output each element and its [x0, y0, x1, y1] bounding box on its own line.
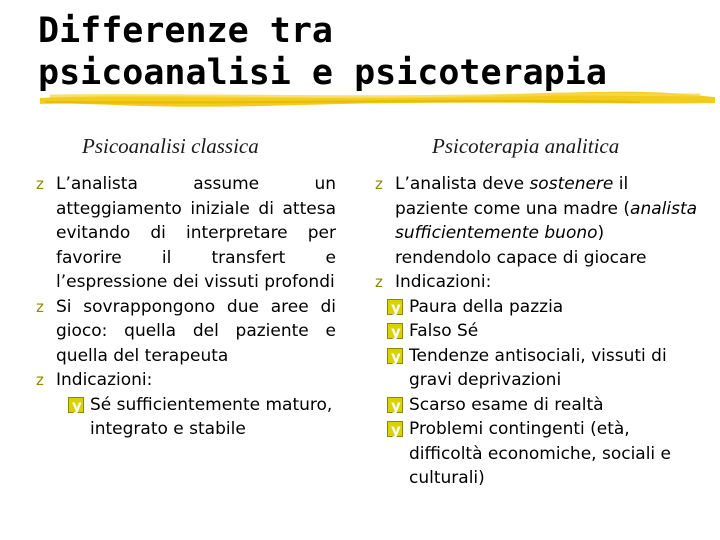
sub-list-item	[387, 319, 705, 344]
z-bullet-icon: z	[36, 371, 44, 389]
left-column-heading: Psicoanalisi classica	[82, 134, 259, 158]
y-bullet-icon	[387, 348, 403, 364]
right-subitem-2: Falso Sé	[409, 321, 479, 341]
slide-title	[38, 10, 607, 94]
y-bullet-icon	[387, 299, 403, 315]
left-column	[36, 172, 336, 442]
z-bullet-icon: z	[36, 175, 44, 193]
sub-list-item	[387, 393, 705, 418]
title-underline-brush	[40, 88, 715, 108]
y-bullet-icon	[387, 323, 403, 339]
right-item-1-part2: il paziente come una madre (	[395, 174, 631, 219]
left-subitem-1: Sé sufficientemente maturo, integrato e stabile	[90, 394, 333, 439]
list-item	[36, 368, 336, 393]
list-item	[375, 172, 705, 270]
right-item-1-part1: L’analista deve	[395, 174, 530, 194]
title-line-1: Differenze tra	[38, 11, 334, 51]
right-item-1-emphasis1: sostenere	[529, 174, 614, 194]
left-item-1: L’analista assume un atteggiamento iniziale di attesa evitando di interpretare per favorire il transfert e l’espressione dei vissuti profondi	[56, 174, 336, 292]
list-item	[375, 270, 705, 295]
right-item-1-part3: ) rendendolo capace di giocare	[395, 223, 647, 268]
right-subitem-4: Scarso esame di realtà	[409, 394, 604, 415]
y-bullet-icon	[68, 397, 84, 413]
right-subitem-1: Paura della pazzia	[409, 296, 564, 317]
sub-list-item	[387, 344, 705, 393]
right-subitem-3: Tendenze antisociali, vissuti di gravi deprivazioni	[409, 345, 667, 390]
sub-list-item	[68, 393, 336, 442]
title-line-2: psicoanalisi e psicoterapia	[38, 53, 607, 93]
sub-list-item	[387, 417, 705, 491]
right-column	[375, 172, 705, 491]
left-item-3: Indicazioni:	[56, 370, 153, 390]
y-bullet-icon	[387, 421, 403, 437]
right-column-heading: Psicoterapia analitica	[432, 134, 620, 158]
z-bullet-icon: z	[375, 175, 383, 193]
z-bullet-icon: z	[36, 297, 44, 316]
list-item	[36, 295, 336, 369]
list-item	[36, 172, 336, 295]
right-item-1-emphasis2: analista sufficientemente buono	[395, 198, 698, 243]
left-item-2: Si sovrappongono due aree di gioco: quella del paziente e quella del terapeuta	[56, 296, 336, 366]
right-subitem-5: Problemi contingenti (età, difficoltà economiche, sociali e culturali)	[409, 419, 672, 488]
sub-list-item	[387, 295, 705, 320]
right-item-2: Indicazioni:	[395, 272, 492, 292]
y-bullet-icon	[387, 397, 403, 413]
z-bullet-icon: z	[375, 273, 383, 291]
